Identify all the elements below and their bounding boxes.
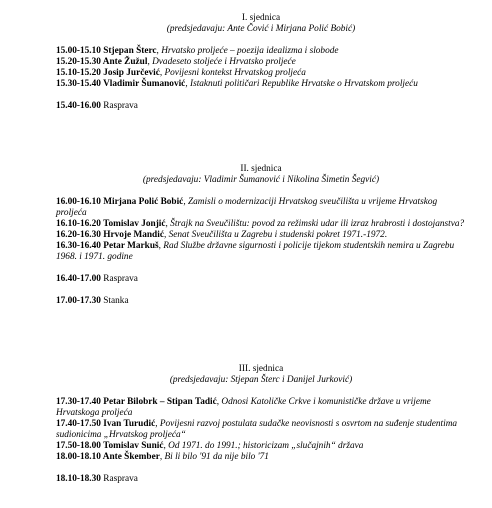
discussion-item	[56, 274, 466, 285]
program-item: 16.20-16.30 Hrvoje Mandić, Senat Sveučilišta u Zagrebu i studenski pokret 1971.-1972.	[56, 230, 388, 240]
program-item: 15.30-15.40 Vladimir Šumanović, Istaknuti političari Republike Hrvatske o Hrvatskom proljeću	[56, 79, 418, 89]
program-item: 15.20-15.30 Ante Žužul, Dvadeseto stoljeće i Hrvatsko proljeće	[56, 57, 296, 67]
item-time: 16.00-16.10	[56, 197, 101, 207]
program-item: 16.30-16.40 Petar Markuš, Rad Službe državne sigurnosti i policije tijekom studentskih nemira u Zagrebu 1968. i 1971. godine	[56, 241, 455, 262]
session-2	[56, 164, 466, 307]
program-item: 15.00-15.10 Stjepan Šterc, Hrvatsko proljeće – poezija idealizma i slobode	[56, 46, 339, 56]
item-title: Od 1971. do 1991.; historicizam „slučajnih“ država	[168, 441, 364, 451]
item-time: 17.40-17.50	[56, 419, 101, 429]
item-title: Rad Službe državne sigurnosti i policije tijekom studentskih nemira u Zagrebu 1968. i 1971. godine	[56, 241, 455, 262]
item-label: Stanka	[103, 296, 129, 306]
session-title: III. sjednica	[238, 364, 284, 374]
item-title: Bi li bilo '91 da nije bilo '71	[164, 452, 269, 462]
session-chair: (predsjedavaju: Ante Čović i Mirjana Polić Bobić)	[166, 24, 356, 34]
item-title: Povijesni razvoj postulata sudačke neovisnosti s osvrtom na suđenje studentima sudionicima „Hrvatskog proljeća“	[56, 419, 458, 440]
session-title: II. sjednica	[240, 164, 282, 174]
program-item: 17.40-17.50 Ivan Turudić, Povijesni razvoj postulata sudačke neovisnosti s osvrtom na suđenje studentima sudionicima „Hrvatskog proljeća“	[56, 419, 458, 440]
item-time: 15.00-15.10	[56, 46, 101, 56]
item-time: 15.10-15.20	[56, 68, 101, 78]
session-1	[56, 13, 466, 112]
item-label: Rasprava	[103, 101, 138, 111]
item-speaker: Stjepan Šterc	[103, 46, 157, 56]
item-title: Zamisli o modernizaciji Hrvatskog sveučilišta u vrijeme Hrvatskog proljeća	[56, 197, 438, 218]
item-speaker: Ante Žužul	[102, 57, 148, 67]
program-item: 18.00-18.10 Ante Škember, Bi li bilo '91 da nije bilo '71	[56, 452, 269, 462]
discussion-item	[56, 101, 466, 112]
item-time: 18.00-18.10	[56, 452, 101, 462]
program-item: 16.10-16.20 Tomislav Jonjić, Štrajk na Sveučilištu: povod za režimski udar ili izraz hrabrosti i dostojanstva?	[56, 219, 465, 229]
item-speaker: Tomislav Sunić	[103, 441, 164, 451]
item-time: 18.10-18.30	[56, 474, 101, 484]
session-3	[56, 364, 466, 485]
session-chair: (predsjedavaju: Stjepan Šterc i Danijel Jurković)	[169, 375, 353, 385]
item-title: Dvadeseto stoljeće i Hrvatsko proljeće	[152, 57, 296, 67]
item-time: 16.10-16.20	[56, 219, 101, 229]
item-label: Rasprava	[103, 274, 138, 284]
item-title: Senat Sveučilišta u Zagrebu i studenski pokret 1971.-1972.	[168, 230, 388, 240]
item-speaker: Ivan Turudić	[103, 419, 156, 429]
session-chair: (predsjedavaju: Vladimir Šumanović i Nikolina Šimetin Šegvić)	[142, 175, 380, 185]
item-time: 16.30-16.40	[56, 241, 101, 251]
item-title: Odnosi Katoličke Crkve i komunističke države u vrijeme Hrvatskoga proljeća	[56, 397, 431, 418]
item-time: 17.50-18.00	[56, 441, 101, 451]
item-time: 16.40-17.00	[56, 274, 101, 284]
item-time: 17.30-17.40	[56, 397, 101, 407]
item-label: Rasprava	[103, 474, 138, 484]
item-title: Istaknuti političari Republike Hrvatske o Hrvatskom proljeću	[189, 79, 418, 89]
program-item: 17.30-17.40 Petar Bilobrk – Stipan Tadić, Odnosi Katoličke Crkve i komunističke države u vrijeme Hrvatskoga proljeća	[56, 397, 431, 418]
break-item	[56, 296, 466, 307]
item-title: Povijesni kontekst Hrvatskog proljeća	[164, 68, 306, 78]
session-title: I. sjednica	[241, 13, 281, 23]
item-time: 16.20-16.30	[56, 230, 101, 240]
item-speaker: Tomislav Jonjić	[103, 219, 166, 229]
discussion-item	[56, 474, 466, 485]
item-time: 17.00-17.30	[56, 296, 101, 306]
item-title: Hrvatsko proljeće – poezija idealizma i slobode	[161, 46, 339, 56]
item-time: 15.40-16.00	[56, 101, 101, 111]
item-title: Štrajk na Sveučilištu: povod za režimski udar ili izraz hrabrosti i dostojanstva?	[170, 219, 465, 229]
item-speaker: Ante Škember	[102, 452, 160, 462]
item-time: 15.20-15.30	[56, 57, 101, 67]
item-speaker: Petar Bilobrk – Stipan Tadić	[103, 397, 217, 407]
item-speaker: Hrvoje Mandić	[103, 230, 164, 240]
item-speaker: Josip Jurčević	[103, 68, 160, 78]
item-speaker: Petar Markuš	[103, 241, 159, 251]
program-item: 16.00-16.10 Mirjana Polić Bobić, Zamisli o modernizaciji Hrvatskog sveučilišta u vrijeme Hrvatskog proljeća	[56, 197, 438, 218]
program-item: 15.10-15.20 Josip Jurčević, Povijesni kontekst Hrvatskog proljeća	[56, 68, 306, 78]
item-time: 15.30-15.40	[56, 79, 101, 89]
item-speaker: Mirjana Polić Bobić	[103, 197, 184, 207]
program-item: 17.50-18.00 Tomislav Sunić, Od 1971. do 1991.; historicizam „slučajnih“ država	[56, 441, 364, 451]
item-speaker: Vladimir Šumanović	[103, 79, 186, 89]
